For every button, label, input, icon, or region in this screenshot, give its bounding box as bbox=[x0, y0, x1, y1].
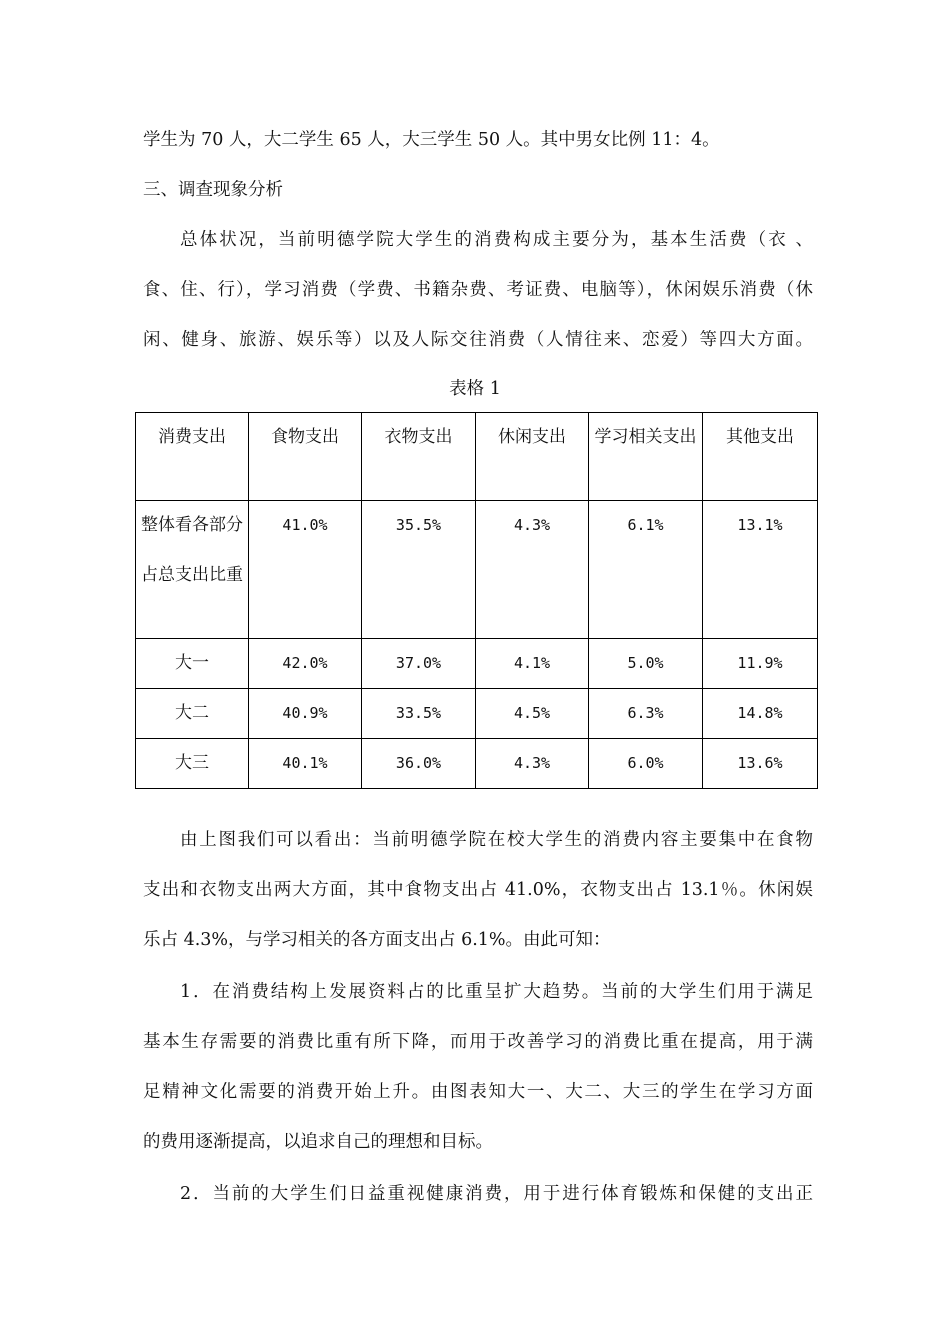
table-cell: 6.3% bbox=[589, 689, 703, 739]
table-row-label: 大一 bbox=[136, 639, 249, 689]
table-cell: 14.8% bbox=[703, 689, 818, 739]
table-row-label: 大三 bbox=[136, 739, 249, 789]
paragraph-line: 乐占 4.3%，与学习相关的各方面支出占 6.1%。由此可知： bbox=[143, 930, 611, 950]
table-row bbox=[136, 689, 818, 739]
table-cell: 11.9% bbox=[703, 639, 818, 689]
section-heading: 三、调查现象分析 bbox=[143, 180, 283, 200]
paragraph-line: 1．在消费结构上发展资料占的比重呈扩大趋势。当前的大学生们用于满足 bbox=[180, 982, 813, 1002]
table-cell: 4.3% bbox=[476, 739, 589, 789]
table-cell: 13.6% bbox=[703, 739, 818, 789]
paragraph-line: 由上图我们可以看出：当前明德学院在校大学生的消费内容主要集中在食物 bbox=[180, 830, 813, 850]
table-cell: 41.0% bbox=[249, 501, 362, 639]
table-cell: 4.5% bbox=[476, 689, 589, 739]
table-header-cell: 衣物支出 bbox=[362, 413, 476, 501]
table-header-cell: 其他支出 bbox=[703, 413, 818, 501]
table-cell: 40.9% bbox=[249, 689, 362, 739]
table-cell: 5.0% bbox=[589, 639, 703, 689]
table-cell: 42.0% bbox=[249, 639, 362, 689]
table-header-cell: 学习相关支出 bbox=[589, 413, 703, 501]
table-cell: 4.3% bbox=[476, 501, 589, 639]
table-row-label: 大二 bbox=[136, 689, 249, 739]
table-row bbox=[136, 639, 818, 689]
paragraph-line: 总体状况，当前明德学院大学生的消费构成主要分为，基本生活费（衣 、 bbox=[180, 230, 813, 250]
table-caption: 表格 1 bbox=[449, 379, 501, 399]
table-cell: 37.0% bbox=[362, 639, 476, 689]
table-header-cell: 消费支出 bbox=[136, 413, 249, 501]
paragraph-line: 2．当前的大学生们日益重视健康消费，用于进行体育锻炼和保健的支出正 bbox=[180, 1184, 813, 1204]
table-cell: 36.0% bbox=[362, 739, 476, 789]
paragraph-line: 支出和衣物支出两大方面，其中食物支出占 41.0%，衣物支出占 13.1％。休闲娱 bbox=[143, 880, 813, 900]
table-cell: 4.1% bbox=[476, 639, 589, 689]
table-cell: 35.5% bbox=[362, 501, 476, 639]
consumption-table bbox=[135, 412, 818, 789]
table-header-row bbox=[136, 413, 818, 501]
paragraph-line: 食、住、行），学习消费（学费、书籍杂费、考证费、电脑等），休闲娱乐消费（休 bbox=[143, 280, 813, 300]
paragraph-line: 基本生存需要的消费比重有所下降，而用于改善学习的消费比重在提高，用于满 bbox=[143, 1032, 813, 1052]
table-cell: 6.0% bbox=[589, 739, 703, 789]
paragraph-line: 学生为 70 人，大二学生 65 人，大三学生 50 人。其中男女比例 11：4。 bbox=[143, 130, 720, 150]
paragraph-line: 足精神文化需要的消费开始上升。由图表知大一、大二、大三的学生在学习方面 bbox=[143, 1082, 813, 1102]
table-header-cell: 食物支出 bbox=[249, 413, 362, 501]
table-row-label: 整体看各部分占总支出比重 bbox=[136, 501, 249, 639]
table-cell: 33.5% bbox=[362, 689, 476, 739]
table-header-cell: 休闲支出 bbox=[476, 413, 589, 501]
table-cell: 40.1% bbox=[249, 739, 362, 789]
table-cell: 13.1% bbox=[703, 501, 818, 639]
table-row bbox=[136, 739, 818, 789]
table-cell: 6.1% bbox=[589, 501, 703, 639]
table-row bbox=[136, 501, 818, 639]
paragraph-line: 闲、健身、旅游、娱乐等）以及人际交往消费（人情往来、恋爱）等四大方面。 bbox=[143, 330, 813, 350]
paragraph-line: 的费用逐渐提高，以追求自己的理想和目标。 bbox=[143, 1132, 493, 1152]
